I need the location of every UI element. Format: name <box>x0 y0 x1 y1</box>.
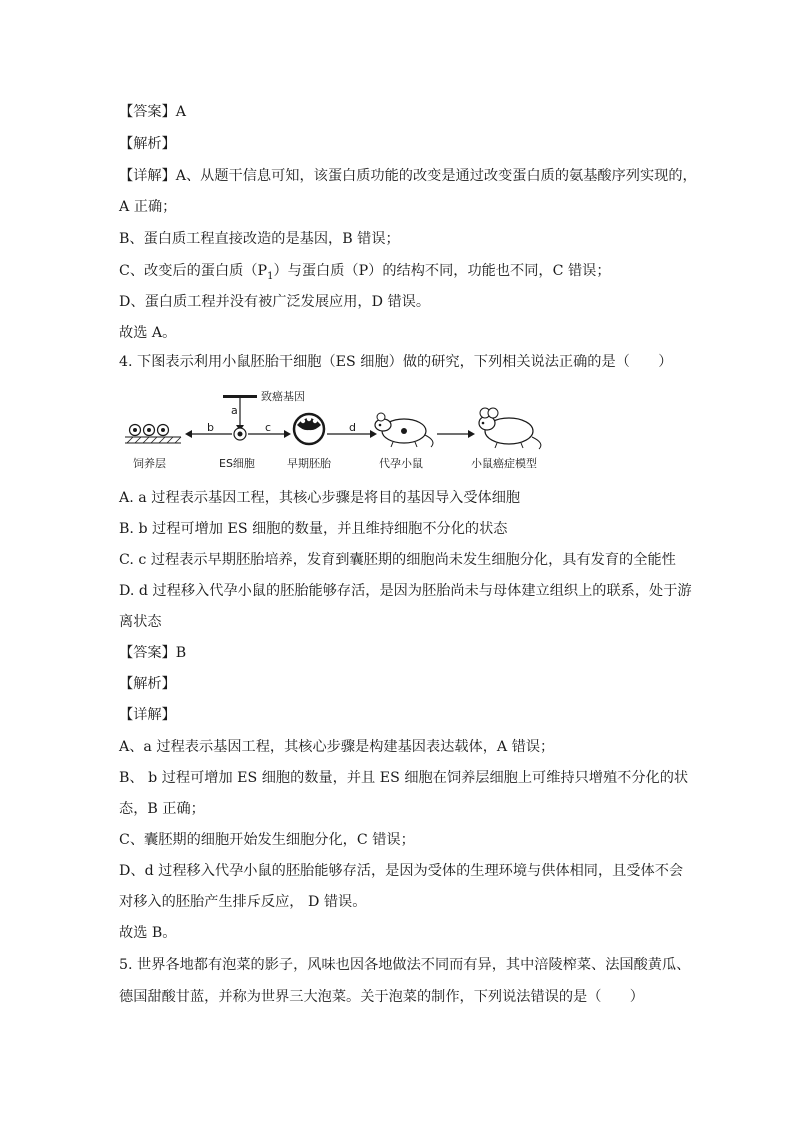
q4-exp-c: C、囊胚期的细胞开始发生细胞分化，C 错误； <box>119 832 415 848</box>
label-c: c <box>265 421 272 434</box>
label-b: b <box>207 421 214 434</box>
label-surrogate: 代孕小鼠 <box>379 457 423 470</box>
arrow-d-head <box>370 430 377 438</box>
label-embryo: 早期胚胎 <box>287 457 331 470</box>
q4-detail-heading: 【详解】 <box>119 707 176 723</box>
q4-analysis-heading: 【解析】 <box>119 676 176 692</box>
arrow-c-head <box>284 430 291 438</box>
q5-stem-line1: 5. 世界各地都有泡菜的影子，风味也因各地做法不同而有异，其中涪陵榨菜、法国酸黄瓜、 <box>119 957 691 973</box>
q4-answer: 【答案】B <box>119 645 187 661</box>
feeder-layer-icon <box>125 425 181 444</box>
label-es: ES细胞 <box>219 457 255 470</box>
oncogene-bar <box>223 395 257 398</box>
label-model: 小鼠癌症模型 <box>471 457 537 470</box>
label-feeder: 饲养层 <box>133 457 166 470</box>
q3-option-b: B、蛋白质工程直接改造的是基因，B 错误； <box>119 231 400 247</box>
label-d: d <box>349 421 356 434</box>
q3-option-c <box>119 261 611 287</box>
q4-choice-a: A. a 过程表示基因工程，其核心步骤是将目的基因导入受体细胞 <box>119 490 521 506</box>
q3-option-c-sub: 1 <box>267 270 274 282</box>
q4-diagram <box>119 385 559 475</box>
q4-figure <box>119 385 559 475</box>
q4-exp-a: A、a 过程表示基因工程，其核心步骤是构建基因表达载体，A 错误； <box>119 739 555 755</box>
q5-stem-line2: 德国甜酸甘蓝，并称为世界三大泡菜。关于泡菜的制作，下列说法错误的是（ ） <box>119 989 644 1005</box>
arrow-b-head <box>185 430 192 438</box>
q4-choice-d-line1: D. d 过程移入代孕小鼠的胚胎能够存活，是因为胚胎尚未与母体建立组织上的联系，处于游 <box>119 583 692 599</box>
q4-exp-b-line2: 态，B 正确； <box>119 801 205 817</box>
label-oncogene: 致癌基因 <box>261 390 305 403</box>
q4-stem: 4. 下图表示利用小鼠胚胎干细胞（ES 细胞）做的研究，下列相关说法正确的是（ ） <box>119 354 673 370</box>
cancer-model-mouse-icon <box>479 408 541 449</box>
q3-conclusion: 故选 A。 <box>119 325 177 341</box>
q3-option-c-pre: C、改变后的蛋白质（P <box>119 263 268 279</box>
q3-option-d: D、蛋白质工程并没有被广泛发展应用，D 错误。 <box>119 294 431 310</box>
es-cell-icon <box>234 428 246 440</box>
q3-answer: 【答案】A <box>119 104 186 120</box>
q3-analysis-heading: 【解析】 <box>119 136 176 152</box>
q4-exp-d-line1: D、d 过程移入代孕小鼠的胚胎能够存活，是因为受体的生理环境与供体相同，且受体不会 <box>119 863 684 879</box>
q3-option-c-post: ）与蛋白质（P）的结构不同，功能也不同，C 错误； <box>273 263 611 279</box>
label-a: a <box>231 404 238 417</box>
arrow-model-head <box>468 430 475 438</box>
q4-choice-d-line2: 离状态 <box>119 614 162 630</box>
surrogate-mouse-icon <box>375 413 433 447</box>
q4-exp-d-line2: 对移入的胚胎产生排斥反应， D 错误。 <box>119 894 367 910</box>
q4-exp-b-line1: B、 b 过程可增加 ES 细胞的数量，并且 ES 细胞在饲养层细胞上可维持只增殖不分化的状 <box>119 770 689 786</box>
q4-conclusion: 故选 B。 <box>119 925 177 941</box>
q4-choice-c: C. c 过程表示早期胚胎培养，发育到囊胚期的细胞尚未发生细胞分化，具有发育的全能性 <box>119 552 676 568</box>
q3-detail-line1: 【详解】A、从题干信息可知，该蛋白质功能的改变是通过改变蛋白质的氨基酸序列实现的， <box>119 168 697 184</box>
q4-choice-b: B. b 过程可增加 ES 细胞的数量，并且维持细胞不分化的状态 <box>119 521 508 537</box>
early-embryo-icon <box>294 414 324 444</box>
q3-detail-line2: A 正确； <box>119 199 177 215</box>
